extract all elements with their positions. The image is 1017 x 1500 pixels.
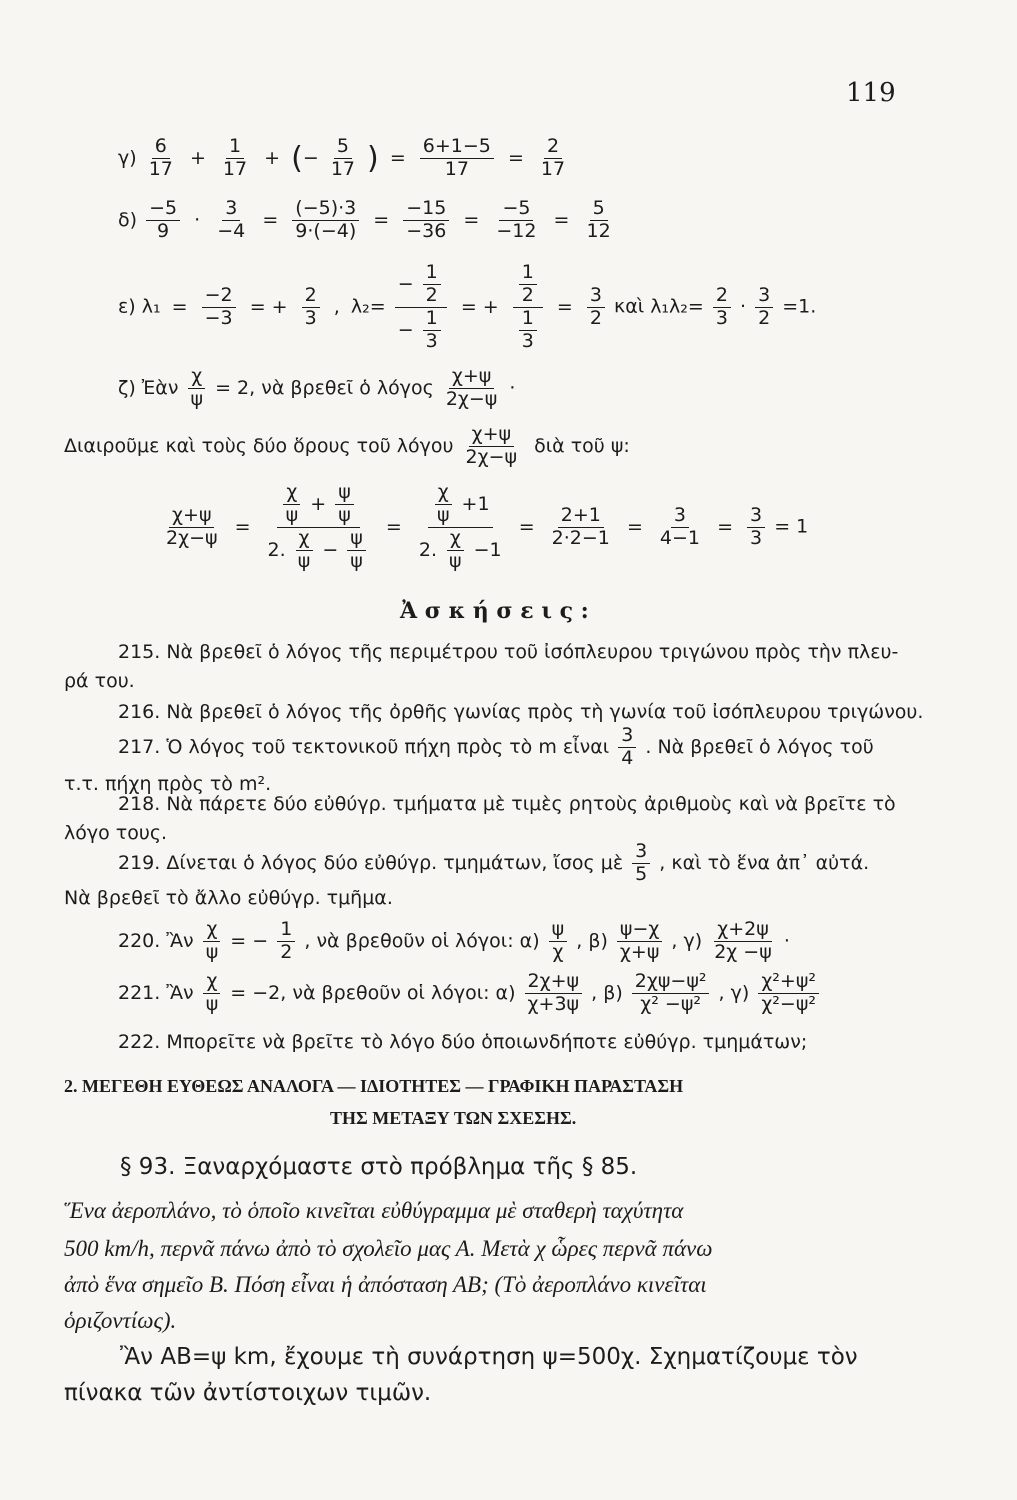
gamma-label: γ) <box>118 146 137 169</box>
fraction: $\frac{6+1-5}{17}$ <box>420 136 494 181</box>
fraction: $\frac{2}{3}$ <box>302 285 320 330</box>
section-title-cont: ΤΗΣ ΜΕΤΑΞΥ ΤΩΝ ΣΧΕΣΗΣ. <box>330 1108 577 1128</box>
fraction: $\frac{-5}{9}$ <box>146 198 180 243</box>
fraction: $\frac{(-5)\cdot 3}{9\cdot(-4)}$ <box>292 198 359 243</box>
compound-fraction: $\frac{\chi}{\psi}$ +1 2. $\frac{\chi}{\psi}$ −1 <box>418 481 502 572</box>
exercise-220: 220. Ἂν $\frac{\chi}{\psi}$ = − $\frac{1}{2}$ , νὰ βρεθοῦν οἱ λόγοι: α) $\frac{\psi}{\chi}$ , β) $\frac{\psi-\chi}{\chi+\psi}$ , γ) $\frac{\chi+2\psi}{2\chi -\psi}$ · <box>118 918 790 963</box>
exercise-215: 215. Νὰ βρεθεῖ ὁ λόγος τῆς περιμέτρου τοῦ ἰσόπλευρου τριγώνου πρὸς τὴν πλευ- <box>118 641 899 663</box>
exercises-heading: Ἀ σ κ ή σ ε ι ς : <box>400 598 589 624</box>
fraction: $\frac{3}{2}$ <box>587 285 605 330</box>
exercise-217: 217. Ὁ λόγος τοῦ τεκτονικοῦ πήχη πρὸς τὸ m εἶναι $\frac{3}{4}$ . Νὰ βρεθεῖ ὁ λόγος τοῦ <box>118 724 874 769</box>
problem-line-2: 500 km/h, περνᾶ πάνω ἀπὸ τὸ σχολεῖο μας Α. Μετὰ χ ὧρες περνᾶ πάνω <box>64 1236 713 1261</box>
divide-text: Διαιροῦμε καὶ τοὺς δύο ὅρους τοῦ λόγου $\frac{\chi+\psi}{2\chi-\psi}$ διὰ τοῦ ψ: <box>64 423 630 468</box>
exercise-222: 222. Μπορεῖτε νὰ βρεῖτε τὸ λόγο δύο ὁποιωνδήποτε εὐθύγρ. τμημάτων; <box>118 1031 808 1053</box>
exercise-216: 216. Νὰ βρεθεῖ ὁ λόγος τῆς ὀρθῆς γωνίας πρὸς τὴ γωνία τοῦ ἰσόπλευρου τριγώνου. <box>118 701 924 723</box>
compound-fraction: $\frac{\chi}{\psi}$ + $\frac{\psi}{\psi}$ 2. $\frac{\chi}{\psi}$ − $\frac{\psi}{\psi}$ <box>265 482 372 572</box>
problem-line-4: ὁριζοντίως). <box>64 1308 177 1333</box>
compound-fraction: $\frac{\frac{1}{2}}{\frac{1}{3}}$ <box>513 262 543 352</box>
exercise-215-cont: ρά του. <box>64 670 135 692</box>
delta-label: δ) <box>118 208 138 231</box>
fraction: $\frac{\chi+\psi}{2\chi-\psi}$ <box>166 503 218 549</box>
function-line-cont: πίνακα τῶν ἀντίστοιχων τιμῶν. <box>64 1380 432 1406</box>
problem-line-1: Ἕνα ἀεροπλάνο, τὸ ὁποῖο κινεῖται εὐθύγραμμα μὲ σταθερὴ ταχύτητα <box>64 1198 684 1223</box>
function-line: Ἂν ΑΒ=ψ km, ἔχουμε τὴ συνάρτηση ψ=500χ. Σχηματίζουμε τὸν <box>120 1344 858 1370</box>
fraction: $\frac{3}{-4}$ <box>217 197 246 242</box>
fraction: $\frac{-5}{-12}$ <box>496 197 537 242</box>
fraction: $\frac{5}{17}$ <box>330 135 355 180</box>
paragraph-93: § 93. Ξαναρχόμαστε στὸ πρόβλημα τῆς § 85. <box>120 1154 638 1180</box>
fraction: $\frac{\chi}{\psi}$ <box>187 366 206 411</box>
fraction: $\frac{3}{4-1}$ <box>659 503 701 549</box>
equation-gamma: γ) $\frac{6}{17}$ + $\frac{1}{17}$ + (− $\frac{5}{17}$ ) = $\frac{6+1-5}{17}$ = $\frac{2}{17}$ <box>118 136 897 181</box>
exercise-219-cont: Νὰ βρεθεῖ τὸ ἄλλο εὐθύγρ. τμῆμα. <box>64 887 393 909</box>
equation-delta: δ) $\frac{-5}{9}$ · $\frac{3}{-4}$ = $\frac{(-5)\cdot 3}{9\cdot(-4)}$ = $\frac{-15}{-36}$ = $\frac{-5}{-12}$ = $\frac{5}{12}$ <box>118 198 897 243</box>
equation-zeta: ζ) Ἐὰν $\frac{\chi}{\psi}$ = 2, νὰ βρεθεῖ ὁ λόγος $\frac{\chi+\psi}{2\chi-\psi}$ · <box>118 365 516 410</box>
fraction: $\frac{3}{2}$ <box>755 285 773 330</box>
fraction: $\frac{2}{17}$ <box>540 135 566 180</box>
fraction: $\frac{2}{3}$ <box>713 285 731 330</box>
epsilon-label: ε) <box>118 295 136 318</box>
exercise-217-cont: τ.τ. πήχη πρὸς τὸ m². <box>64 773 272 795</box>
equation-epsilon: ε) λ₁ = $\frac{-2}{-3}$ = + $\frac{2}{3}$ , λ₂= − $\frac{1}{2}$ − $\frac{1}{3}$ = + $\frac{\frac{1}{2}}{\frac{1}{3}}$ = $\frac{3}{2}$ καὶ λ₁λ₂= $\frac{2}{3}$ · $\frac{3}{2}$ =1. <box>118 261 817 352</box>
fraction: $\frac{6}{17}$ <box>148 135 173 180</box>
section-title: 2. ΜΕΓΕΘΗ ΕΥΘΕΩΣ ΑΝΑΛΟΓΑ — ΙΔΙΟΤΗΤΕΣ — ΓΡΑΦΙΚΗ ΠΑΡΑΣΤΑΣΗ <box>64 1076 684 1096</box>
fraction: $\frac{-15}{-36}$ <box>403 198 449 243</box>
page-number: 119 <box>846 78 896 108</box>
fraction: $\frac{1}{17}$ <box>222 135 248 180</box>
exercise-221: 221. Ἂν $\frac{\chi}{\psi}$ = −2, νὰ βρεθοῦν οἱ λόγοι: α) $\frac{2\chi+\psi}{\chi+3\psi}$ , β) $\frac{\text{2χψ−ψ²}}{\text{χ² −ψ²}}$ , γ) $\frac{\text{χ²+ψ²}}{\text{χ²−ψ²}}$ <box>118 971 822 1016</box>
compound-fraction: − $\frac{1}{2}$ − $\frac{1}{3}$ <box>395 262 447 352</box>
fraction: $\frac{3}{3}$ <box>747 505 765 550</box>
fraction: $\frac{5}{12}$ <box>586 197 611 242</box>
fraction: $\frac{\chi+\psi}{2\chi-\psi}$ <box>445 365 498 410</box>
fraction: $\frac{2+1}{2\cdot 2-1}$ <box>551 503 610 549</box>
exercise-218: 218. Νὰ πάρετε δύο εὐθύγρ. τμήματα μὲ τιμὲς ρητοὺς ἀριθμοὺς καὶ νὰ βρεῖτε τὸ <box>118 793 896 815</box>
derivation: $\frac{\chi+\psi}{2\chi-\psi}$ = $\frac{\chi}{\psi}$ + $\frac{\psi}{\psi}$ 2. $\frac{\chi}{\psi}$ − $\frac{\psi}{\psi}$ = $\frac{\chi}{\psi}$ +1 2. $\frac{\chi}{\psi}$ −1 = $\frac{2+1}{2\cdot 2-1}$ = $\frac{3}{4-1}$ = $\frac{3}{3}$ = 1 <box>160 482 808 572</box>
exercise-219: 219. Δίνεται ὁ λόγος δύο εὐθύγρ. τμημάτων, ἴσος μὲ $\frac{3}{5}$ , καὶ τὸ ἕνα ἀπ᾽ αὐτά. <box>118 840 870 885</box>
problem-line-3: ἀπὸ ἕνα σημεῖο Β. Πόση εἶναι ἡ ἀπόσταση ΑΒ; (Τὸ ἀεροπλάνο κινεῖται <box>64 1272 707 1297</box>
fraction: $\frac{-2}{-3}$ <box>202 285 236 330</box>
fraction: $\frac{\chi+\psi}{2\chi-\psi}$ <box>465 423 518 468</box>
exercise-218-cont: λόγο τους. <box>64 822 168 844</box>
